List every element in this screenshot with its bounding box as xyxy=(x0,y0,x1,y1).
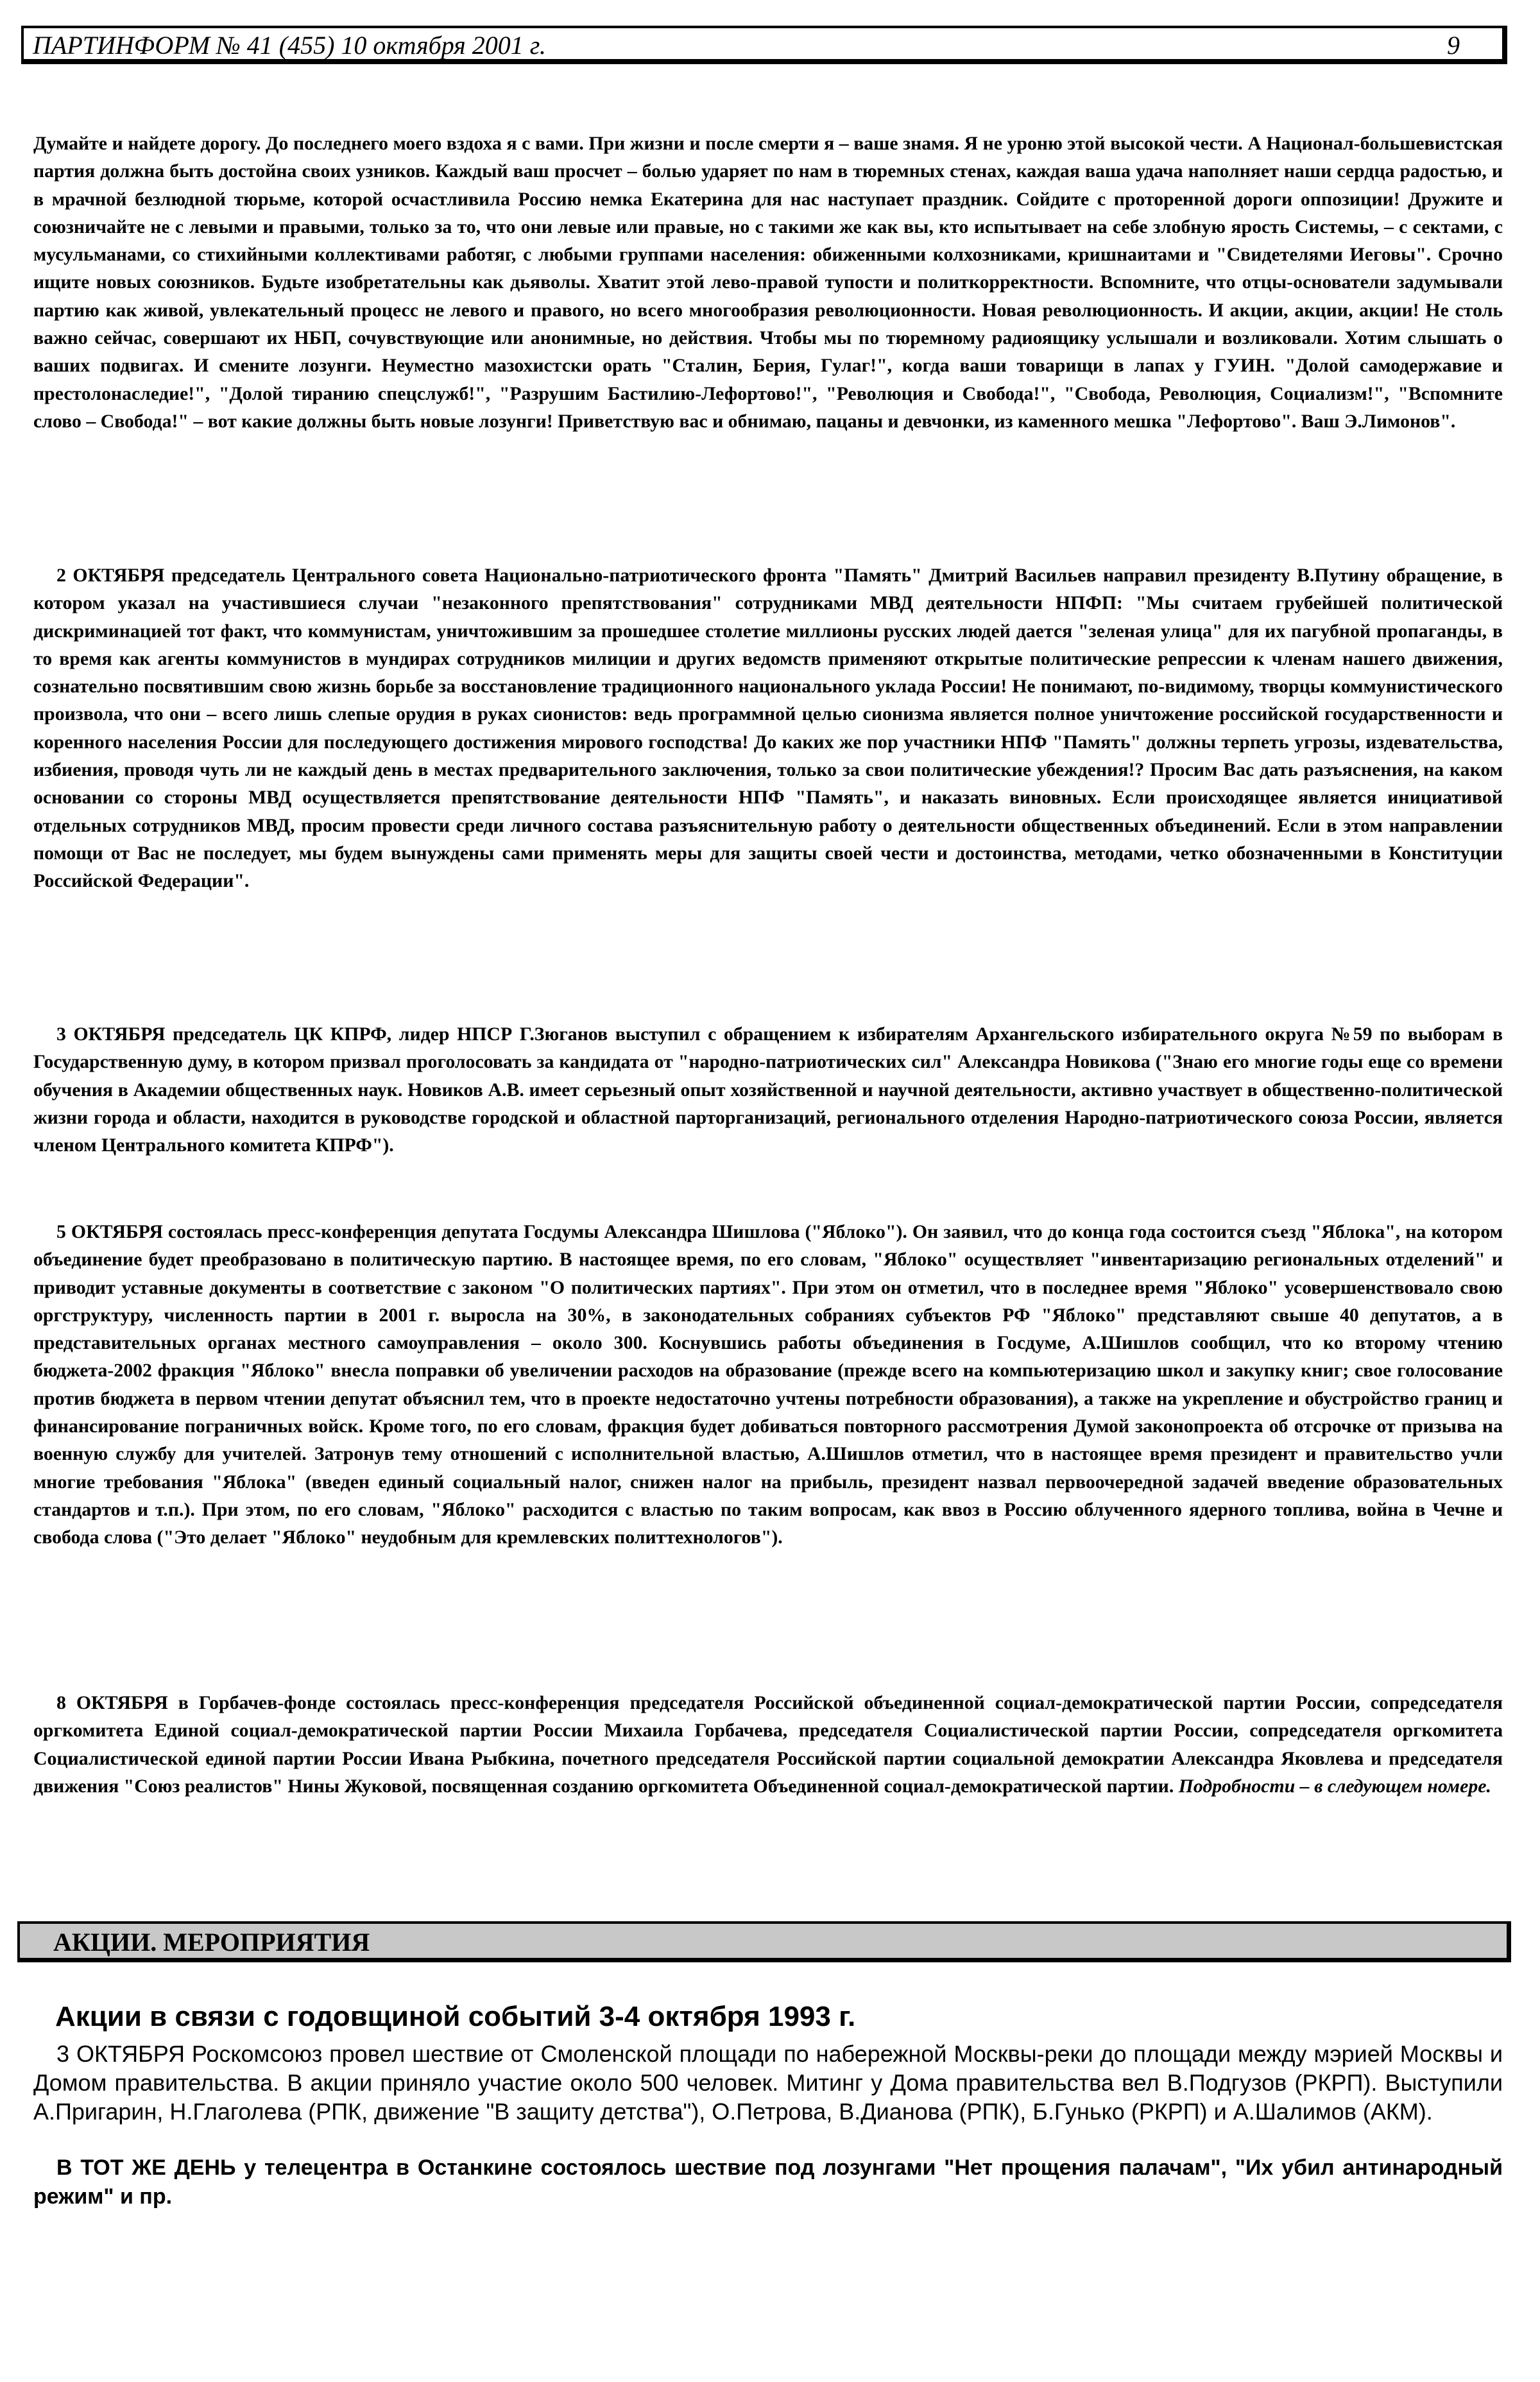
section-title: АКЦИИ. МЕРОПРИЯТИЯ xyxy=(53,1928,370,1957)
page-header xyxy=(21,26,1507,64)
article-title: Акции в связи с годовщиной событий 3-4 октября 1993 г. xyxy=(55,2001,856,2032)
section-header-bar xyxy=(17,1921,1511,1962)
article-bold-block xyxy=(33,2154,1503,2211)
news-item-oct3 xyxy=(33,1020,1503,1159)
article-paragraph: 3 ОКТЯБРЯ Роскомсоюз провел шествие от Смоленской площади по набережной Москвы-реки до площади между мэрией Москвы и Домом правительства. В акции приняло участие около 500 человек. Митинг у Дома правительства вел В.Подгузов (РКРП). Выступили А.Пригарин, Н.Глаголева (РПК, движение "В защиту детства"), О.Петрова, В.Дианова (РПК), Б.Гунько (РКРП) и А.Шалимов (АКМ). xyxy=(33,2041,1503,2125)
letter-text: Думайте и найдете дорогу. До последнего моего вздоха я с вами. При жизни и после смерти я – ваше знамя. Я не уроню этой высокой чести. А Национал-большевистская партия должна быть достойна своих узников. Каждый ваш просчет – болью ударяет по нам в тюремных стенах, каждая ваша удача наполняет наши сердца радостью, и в мрачной безлюдной тюрьме, которой осчастливила Россию немка Екатерина для нас наступает праздник. Сойдите с проторенной дороги оппозиции! Дружите и союзничайте не с левыми и правыми, только за то, что они левые или правые, но с такими же как вы, кто испытывает на себе злобную ярость Системы, – с сектами, с мусульманами, со стихийными коллективами работяг, с любыми группами населения: обиженными колхозниками, кришнаитами и "Свидетелями Иеговы". Срочно ищите новых союзников. Будьте изобретательны как дьяволы. Хватит этой лево-правой тупости и политкорректности. Вспомните, что отцы-основатели задумывали партию как живой, увлекательный процесс не левого и правого, но всего многообразия революционности. Новая революционность. И акции, акции, акции! Не столь важно сейчас, совершают их НБП, сочувствующие или анонимные, но действия. Чтобы мы по тюремному радиоящику услышали и возликовали. Хотим слышать о ваших подвигах. И смените лозунги. Неуместно мазохистски орать "Сталин, Берия, Гулаг!", когда ваши товарищи в лапах у ГУИН. "Долой самодержавие и престолонаследие!", "Долой тиранию спецслужб!", "Разрушим Бастилию-Лефортово!", "Революция и Свобода!", "Свобода, Революция, Социализм!", "Вспомните слово – Свобода!" – вот какие должны быть новые лозунги! Приветствую вас и обнимаю, пацаны и девчонки, из каменного мешка "Лефортово". Ваш Э.Лимонов". xyxy=(33,133,1503,432)
news-text-oct8-note: Подробности – в следующем номере. xyxy=(1178,1775,1491,1797)
news-text-oct8 xyxy=(33,1689,1503,1800)
news-text-oct5: 5 ОКТЯБРЯ состоялась пресс-конференция депутата Госдумы Александра Шишлова ("Яблоко"). Он заявил, что до конца года состоится съезд "Яблока", на котором объединение будет преобразовано в политическую партию. В настоящее время, по его словам, "Яблоко" осуществляет "инвентаризацию региональных отделений" и приводит уставные документы в соответствие с законом "О политических партиях". При этом он отметил, что в последнее время "Яблоко" усовершенствовало свою оргструктуру, численность партии в 2001 г. выросла на 30%, в законодательных собраниях субъектов РФ "Яблоко" представляют свыше 40 депутатов, а в представительных органах местного самоуправления – около 300. Коснувшись работы объединения в Госдуме, А.Шишлов сообщил, что ко второму чтению бюджета-2002 фракция "Яблоко" внесла поправки об увеличении расходов на образование (прежде всего на компьютеризацию школ и закупку книг; свое голосование против бюджета в первом чтении депутат объяснил тем, что в проекте недостаточно учтены потребности образования), а также на укрепление и обустройство границ и финансирование пограничных войск. Кроме того, по его словам, фракция будет добиваться повторного рассмотрения Думой законопроекта об отсрочке от призыва на военную службу для учителей. Затронув тему отношений с исполнительной властью, А.Шишлов отметил, что в настоящее время президент и правительство учли многие требования "Яблока" (введен единый социальный налог, снижен налог на прибыль, президент назвал первоочередной задачей введение образовательных стандартов и т.п.). При этом, по его словам, "Яблоко" расходится с властью по таким вопросам, как ввоз в Россию облученного ядерного топлива, война в Чечне и свобода слова ("Это делает "Яблоко" неудобным для кремлевских политтехнологов"). xyxy=(33,1221,1503,1548)
news-text-oct8-main: 8 ОКТЯБРЯ в Горбачев-фонде состоялась пресс-конференция председателя Российской объединенной социал-демократической партии России, сопредседателя оргкомитета Единой социал-демократической партии России Михаила Горбачева, председателя Социалистической партии России, сопредседателя оргкомитета Социалистической единой партии России Ивана Рыбкина, почетного председателя Российской партии социальной демократии Александра Яковлева и председателя движения "Союз реалистов" Нины Жуковой, посвященная созданию оргкомитета Объединенной социал-демократической партии. xyxy=(33,1692,1503,1797)
article-body xyxy=(33,2039,1503,2126)
news-text-oct2: 2 ОКТЯБРЯ председатель Центрального совета Национально-патриотического фронта "Память" Дмитрий Васильев направил президенту В.Путину обращение, в котором указал на участившиеся случаи "незаконного препятствования" сотрудниками МВД деятельности НПФП: "Мы считаем грубейшей политической дискриминацией тот факт, что коммунистам, уничтожившим за прошедшее столетие миллионы русских людей дается "зеленая улица" для их пагубной пропаганды, в то время как агенты коммунистов в мундирах сотрудников милиции и других ведомств применяют открытые политические репрессии к членам нашего движения, сознательно посвятившим свою жизнь борьбе за восстановление традиционного национального уклада России! Не понимают, по-видимому, творцы коммунистического произвола, что они – всего лишь слепые орудия в руках сионистов: ведь программной целью сионизма является полное уничтожение российской государственности и коренного населения России для последующего достижения мирового господства! До каких же пор участники НПФ "Память" должны терпеть угрозы, издевательства, избиения, проводя чуть ли не каждый день в местах предварительного заключения, только за свои политические убеждения!? Просим Вас дать разъяснения, на каком основании со стороны МВД осуществляется препятствование деятельности НПФ "Память", и наказать виновных. Если происходящее является инициативой отдельных сотрудников МВД, просим провести среди личного состава разъяснительную работу о деятельности общественных объединений. Если в этом направлении помощи от Вас не последует, мы будем вынуждены сами применять меры для защиты своей чести и достоинства, методами, четко обозначенными в Конституции Российской Федерации". xyxy=(33,565,1503,892)
publication-title: ПАРТИНФОРМ № 41 (455) 10 октября 2001 г. xyxy=(33,31,546,60)
article-bold-paragraph: В ТОТ ЖЕ ДЕНЬ у телецентра в Останкине состоялось шествие под лозунгами "Нет прощения палачам", "Их убил антинародный режим" и пр. xyxy=(33,2155,1503,2209)
letter-paragraph xyxy=(33,130,1503,435)
news-item-oct8 xyxy=(33,1689,1503,1800)
page-number: 9 xyxy=(1447,31,1460,60)
news-item-oct2 xyxy=(33,561,1503,895)
news-text-oct3: 3 ОКТЯБРЯ председатель ЦК КПРФ, лидер НПСР Г.Зюганов выступил с обращением к избирателям Архангельского избирательного округа №59 по выборам в Государственную думу, в котором призвал проголосовать за кандидата от "народно-патриотических сил" Александра Новикова ("Знаю его многие годы еще со времени обучения в Академии общественных наук. Новиков А.В. имеет серьезный опыт хозяйственной и научной деятельности, активно участвует в общественно-политической жизни города и области, находится в руководстве городской и областной парторганизаций, регионального отделения Народно-патриотического союза России, является членом Центрального комитета КПРФ"). xyxy=(33,1024,1503,1156)
news-item-oct5 xyxy=(33,1218,1503,1552)
